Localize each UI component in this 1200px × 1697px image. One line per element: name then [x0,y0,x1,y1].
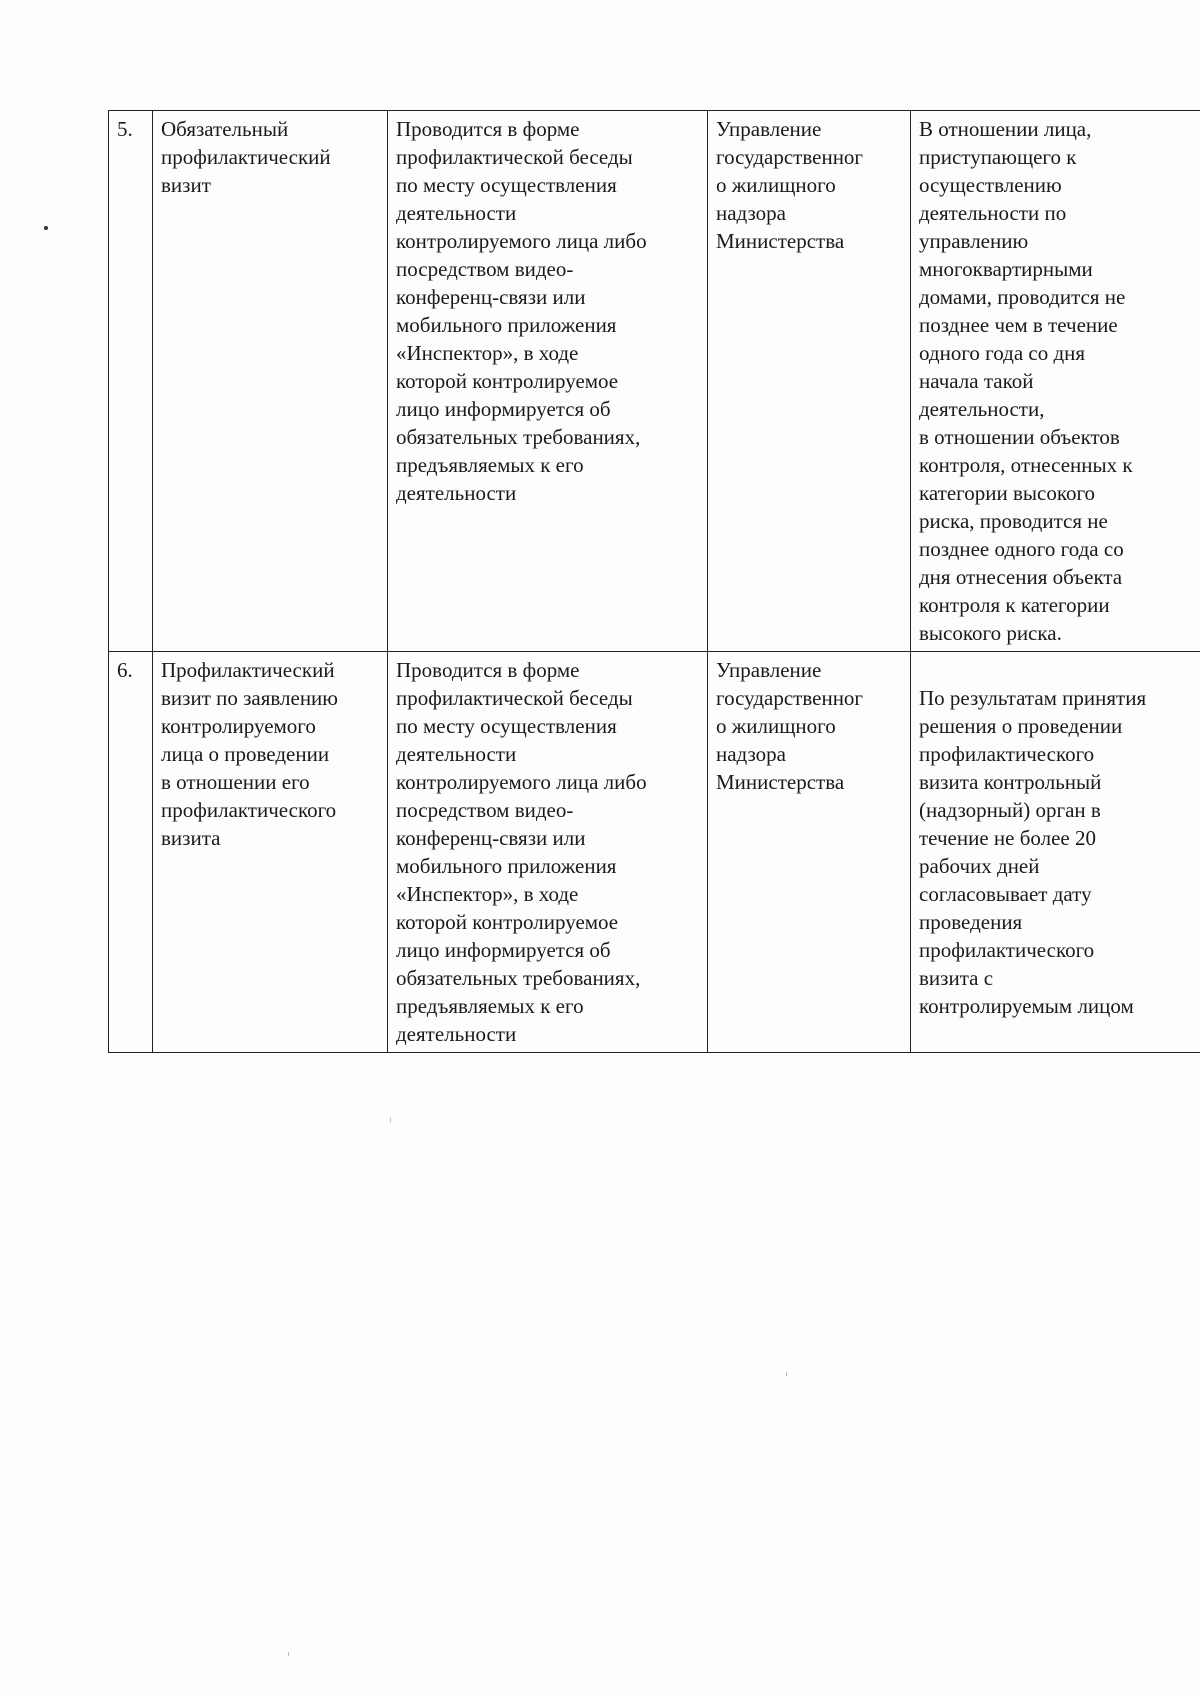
scan-mark [786,1372,787,1376]
activities-table [108,110,1200,1053]
scan-mark [288,1652,289,1656]
responsible-cell [708,652,911,1053]
activity-terms: В отношении лица, приступающего к осуществлению деятельности по управлению многоквартирными домами, проводится не позднее чем в течение одного года со дня начала такой деятельности, в отношении объектов контроля, отнесенных к категории высокого риска, проводится не позднее одного года со дня отнесения объекта контроля к категории высокого риска. [919,117,1133,645]
terms-cell [911,652,1200,1053]
responsible-unit: Управление государственног о жилищного надзора Министерства [716,658,864,794]
scan-mark [390,1118,391,1122]
responsible-cell [708,111,911,652]
activity-name-cell [153,652,388,1053]
activity-form: Проводится в форме профилактической беседы по месту осуществления деятельности контролируемого лица либо посредством видео- конференц-связи или мобильного приложения «Инспектор», в ходе которой контролируемое лицо информируется об обязательных требованиях, предъявляемых к его деятельности [396,658,647,1046]
activity-name: Обязательный профилактический визит [161,117,331,197]
activity-form: Проводится в форме профилактической беседы по месту осуществления деятельности контролируемого лица либо посредством видео- конференц-связи или мобильного приложения «Инспектор», в ходе которой контролируемое лицо информируется об обязательных требованиях, предъявляемых к его деятельности [396,117,647,505]
activity-form-cell [388,652,708,1053]
row-number: 6. [117,658,133,682]
activity-form-cell [388,111,708,652]
terms-cell [911,111,1200,652]
row-number: 5. [117,117,133,141]
scan-speck [44,226,48,230]
activity-name: Профилактический визит по заявлению контролируемого лица о проведении в отношении его профилактического визита [161,658,338,850]
activity-name-cell [153,111,388,652]
cell-spacer [919,656,1195,684]
activity-terms: По результатам принятия решения о проведении профилактического визита контрольный (надзорный) орган в течение не более 20 рабочих дней согласовывает дату проведения профилактического визита с контролируемым лицом [919,686,1147,1018]
responsible-unit: Управление государственног о жилищного надзора Министерства [716,117,864,253]
table-row [109,652,1200,1053]
table-row [109,111,1200,652]
row-number-cell [109,652,153,1053]
row-number-cell [109,111,153,652]
